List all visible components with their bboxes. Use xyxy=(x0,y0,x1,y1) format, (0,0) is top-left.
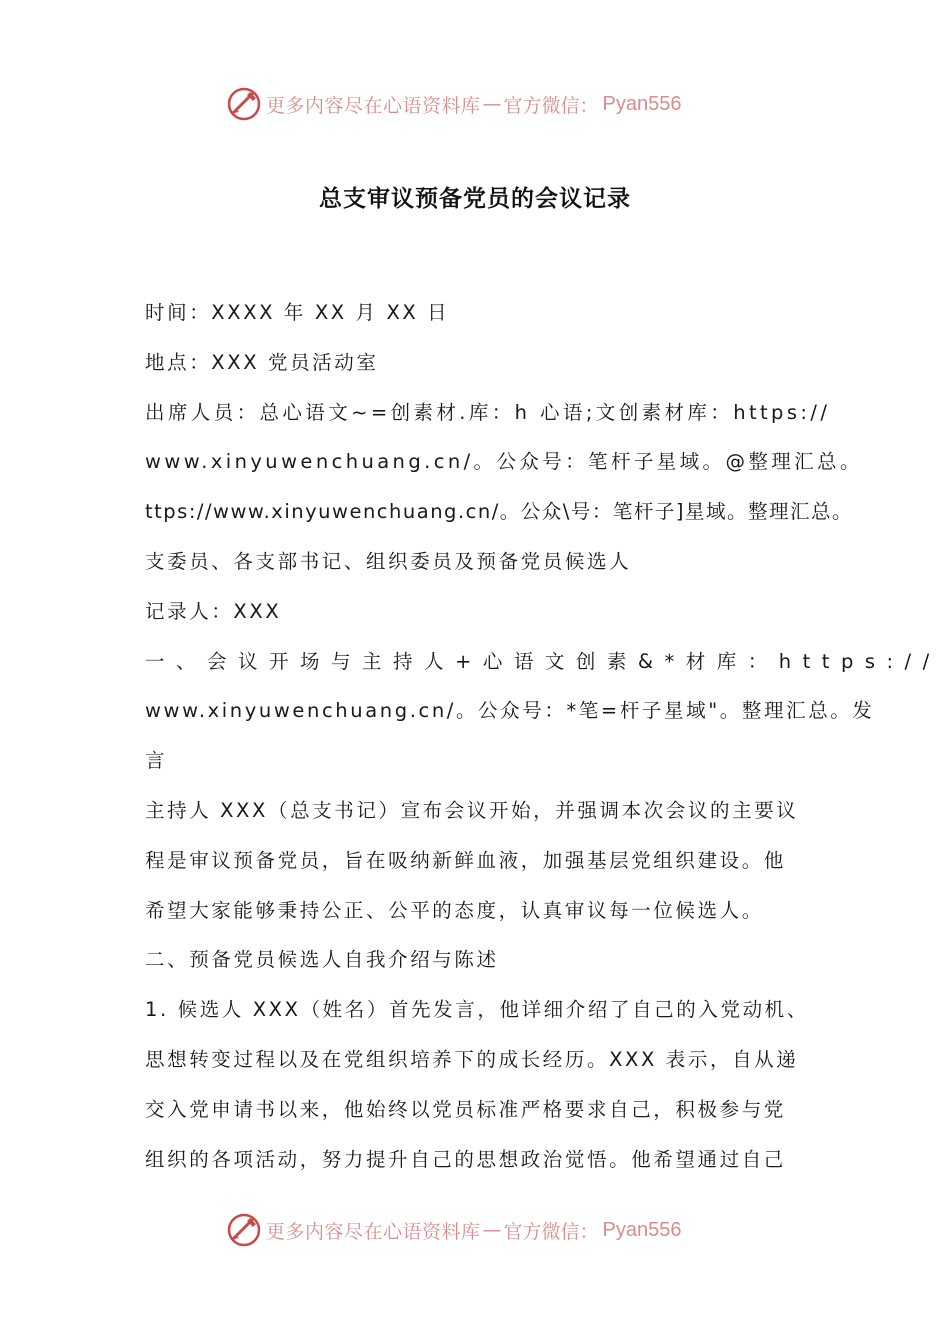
text-line: 1. 候选人 XXX（姓名）首先发言，他详细介绍了自己的入党动机、 xyxy=(145,998,809,1022)
header-watermark-banner xyxy=(226,84,726,124)
text-line: 希望大家能够秉持公正、公平的态度，认真审议每一位候选人。 xyxy=(145,898,764,922)
document-body xyxy=(145,294,941,1190)
text-line: ttps://www.xinyuwenchuang.cn/。公众\号：笔杆子]星域。整理汇总。 xyxy=(145,500,853,524)
pen-seal-icon xyxy=(226,86,262,122)
text-line: 二、预备党员候选人自我介绍与陈述 xyxy=(145,948,499,972)
text-line: 出席人员：总心语文~=创素材.库：h 心语;文创素材库：https:// xyxy=(145,400,831,424)
document-title: 总支审议预备党员的会议记录 xyxy=(319,185,631,212)
text-line: 思想转变过程以及在党组织培养下的成长经历。XXX 表示，自从递 xyxy=(145,1047,799,1071)
text-line: www.xinyuwenchuang.cn/。公众号：笔杆子星域。@整理汇总。 xyxy=(145,450,863,474)
banner-wechat-id: Pyan556 xyxy=(602,1218,682,1241)
banner-text: 更多内容尽在心语资料库 xyxy=(266,1220,481,1243)
banner-wechat-id: Pyan556 xyxy=(602,92,682,115)
text-line: 程是审议预备党员，旨在吸纳新鲜血液，加强基层党组织建设。他 xyxy=(145,848,786,872)
banner-separator: — xyxy=(482,93,502,115)
banner-separator: — xyxy=(482,1219,502,1241)
text-line: 时间：XXXX 年 XX 月 XX 日 xyxy=(145,301,450,324)
pen-seal-icon xyxy=(226,1212,262,1248)
text-line: 主持人 XXX（总支书记）宣布会议开始，并强调本次会议的主要议 xyxy=(145,798,799,822)
text-line: 一、会议开场与主持人+心语文创素&*材库：https:// xyxy=(145,649,941,673)
text-line: 组织的各项活动，努力提升自己的思想政治觉悟。他希望通过自己 xyxy=(145,1147,786,1171)
banner-text: 更多内容尽在心语资料库 xyxy=(266,94,481,117)
text-line: 言 xyxy=(145,749,168,773)
text-line: 交入党申请书以来，他始终以党员标准严格要求自己，积极参与党 xyxy=(145,1097,786,1121)
banner-wechat-label: 官方微信： xyxy=(503,1220,599,1243)
banner-wechat-label: 官方微信： xyxy=(503,94,599,117)
footer-watermark-banner xyxy=(226,1210,726,1250)
text-line: 支委员、各支部书记、组织委员及预备党员候选人 xyxy=(145,549,632,573)
text-line: www.xinyuwenchuang.cn/。公众号：*笔=杆子星域"。整理汇总。发 xyxy=(145,699,875,723)
text-line: 记录人：XXX xyxy=(145,599,282,623)
text-line: 地点：XXX 党员活动室 xyxy=(145,350,379,374)
